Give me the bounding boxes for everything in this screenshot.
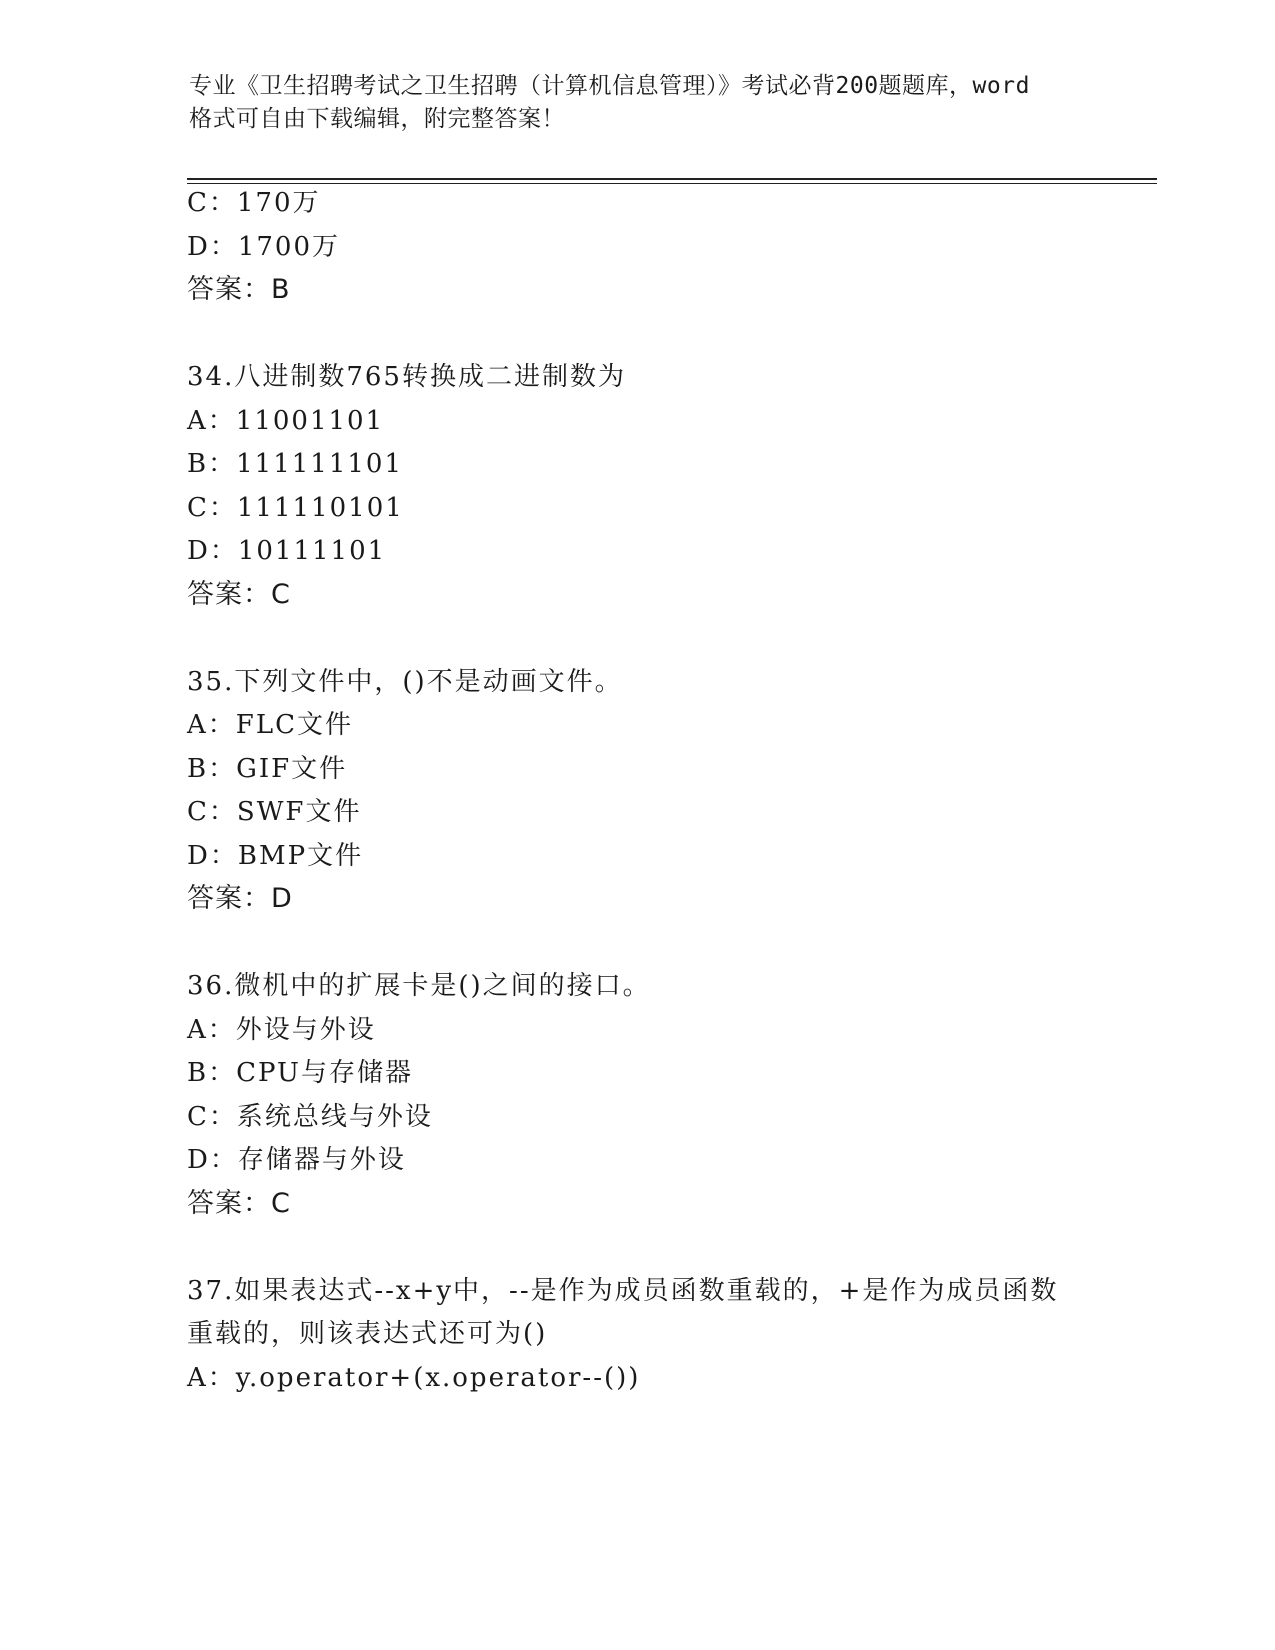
answer-line: 答案：C: [187, 1188, 291, 1219]
option-a: A：y.operator+(x.operator--()): [187, 1363, 641, 1393]
option-c: C：111110101: [187, 493, 404, 523]
option-a: A：FLC文件: [187, 710, 353, 740]
answer-line: 答案：C: [187, 579, 291, 610]
option-b: B：GIF文件: [187, 754, 348, 784]
option-d: D：1700万: [187, 232, 341, 262]
question-34-text: 34.八进制数765转换成二进制数为: [187, 362, 626, 392]
answer-line: 答案：B: [187, 274, 291, 305]
option-d: D：存储器与外设: [187, 1145, 406, 1175]
header-title-line-2: 格式可自由下载编辑，附完整答案！: [189, 106, 565, 132]
option-d: D：BMP文件: [187, 841, 364, 871]
document-header: [189, 70, 1089, 136]
question-36-text: 36.微机中的扩展卡是()之间的接口。: [187, 971, 651, 1001]
option-b: B：111111101: [187, 449, 403, 479]
option-d: D：10111101: [187, 536, 387, 566]
header-divider-thick: [187, 178, 1157, 180]
option-c: C：系统总线与外设: [187, 1102, 433, 1132]
question-37-text-cont: 重载的，则该表达式还可为(): [187, 1319, 548, 1349]
option-c: C：SWF文件: [187, 797, 362, 827]
question-37-text: 37.如果表达式--x+y中，--是作为成员函数重载的，+是作为成员函数: [187, 1276, 1059, 1306]
option-b: B：CPU与存储器: [187, 1058, 413, 1088]
answer-line: 答案：D: [187, 883, 293, 914]
option-c: C：170万: [187, 188, 321, 218]
header-title-line-1: 专业《卫生招聘考试之卫生招聘（计算机信息管理）》考试必背200题题库，word: [189, 73, 1030, 99]
header-divider-thin: [187, 183, 1157, 184]
option-a: A：11001101: [187, 406, 385, 436]
option-a: A：外设与外设: [187, 1015, 376, 1045]
question-35-text: 35.下列文件中，()不是动画文件。: [187, 667, 623, 697]
